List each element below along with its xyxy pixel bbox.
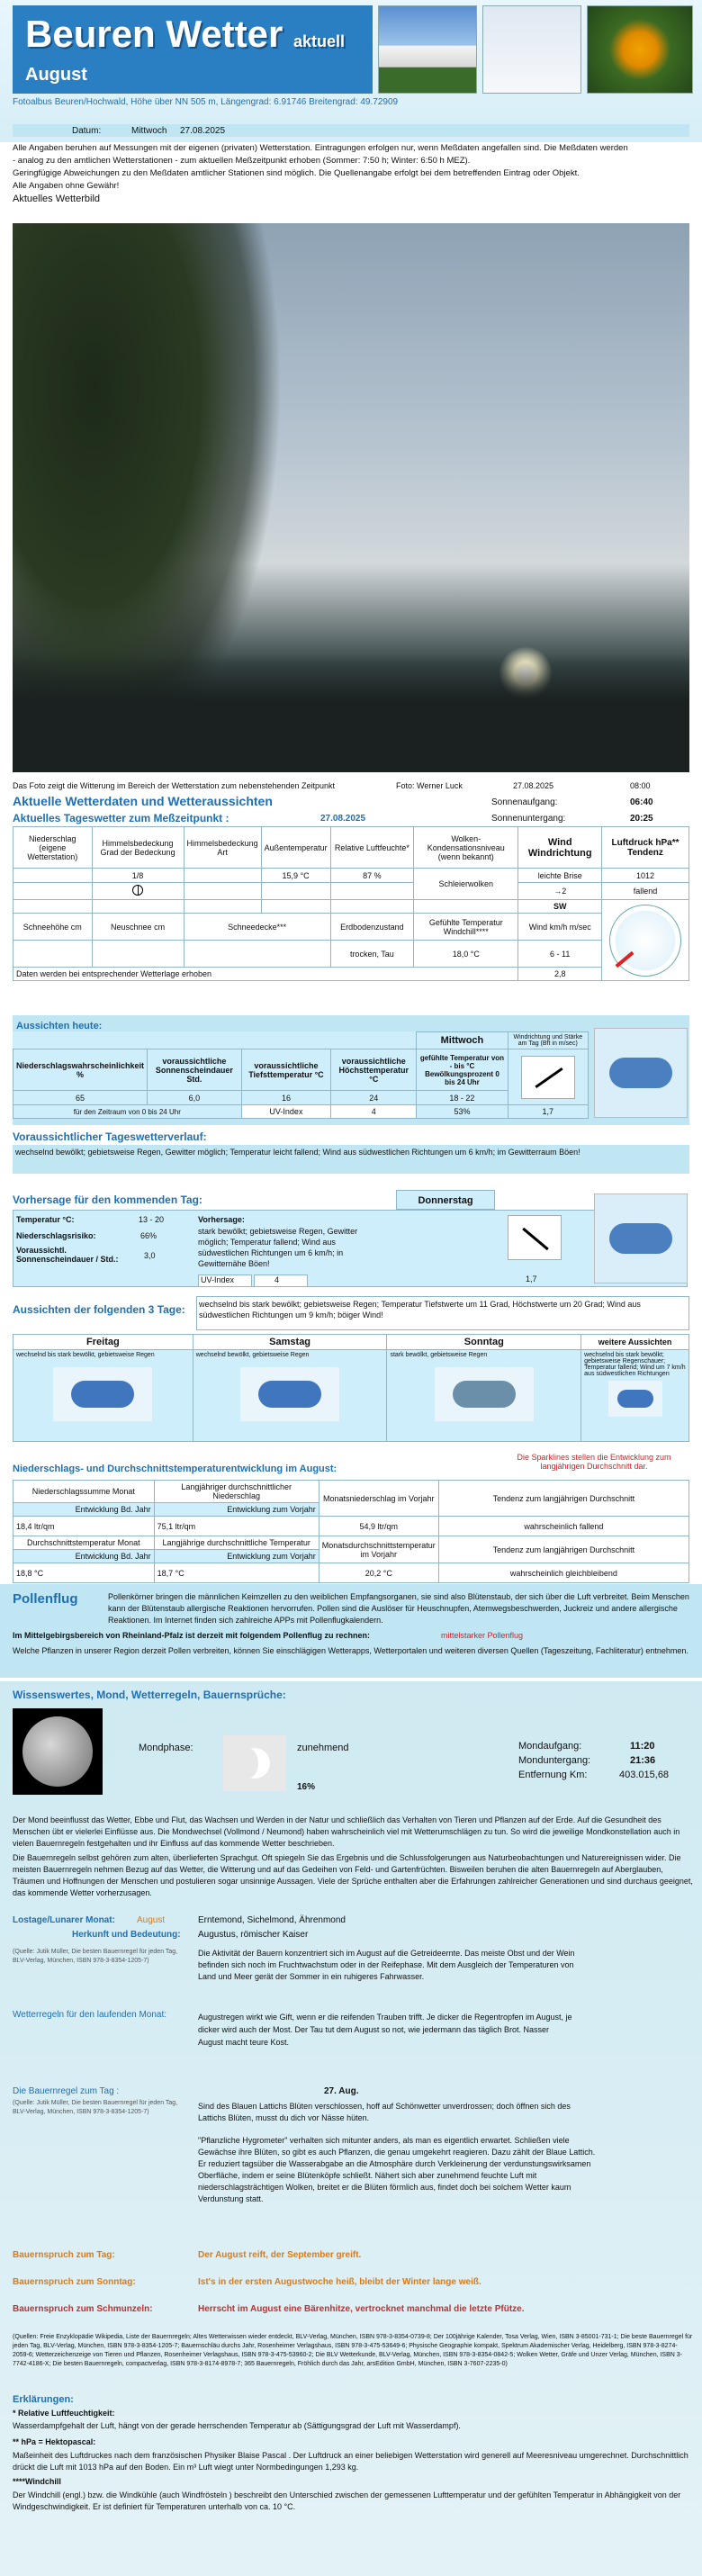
mh1: Niederschlagssumme Monat <box>14 1481 155 1503</box>
e1-title: * Relative Luftfeuchtigkeit: <box>13 2409 115 2418</box>
sunrise: 06:40 <box>630 797 653 807</box>
lost-label: Lostage/Lunarer Monat: <box>13 1915 115 1925</box>
trend-text: wechselnd bewölkt; gebietsweise Regen, Gewitter möglich; Temperatur leicht fallend; Wind aus südwestlichen Richtungen um 6 km/h; im Gewitterraum Böen! <box>13 1145 689 1174</box>
h-feels: Gefühlte Temperatur Windchill**** <box>414 914 518 941</box>
sunset: 20:25 <box>630 814 653 824</box>
cloud-pct: 53% <box>417 1105 508 1119</box>
photo-caption: Das Foto zeigt die Witterung im Bereich der Wetterstation zum nebenstehenden Zeitpunkt <box>13 781 336 790</box>
mv7: 20,2 °C <box>319 1563 438 1583</box>
mh2: Langjähriger durchschnittlicher Niederschlag <box>154 1481 319 1503</box>
rain: 65 <box>14 1091 148 1105</box>
cloud: Schleierwolken <box>414 869 518 900</box>
tomorrow-windval: 1,7 <box>526 1274 537 1283</box>
pollen-level: mittelstarker Pollenflug <box>441 1631 524 1640</box>
mh3: Monatsniederschlag im Vorjahr <box>319 1481 438 1517</box>
wind-dir: SW <box>518 900 602 914</box>
moon-percent: 16% <box>297 1782 316 1792</box>
period: für den Zeitraum von 0 bis 24 Uhr <box>14 1105 242 1119</box>
day4-cell <box>581 1350 689 1442</box>
three-heading: Aussichten der folgenden 3 Tage: <box>13 1303 185 1316</box>
moon-photo <box>13 1708 103 1795</box>
moon-set: 21:36 <box>630 1755 656 1766</box>
three-text: wechselnd bis stark bewölkt; gebietsweise Regen; Temperatur Tiefstwerte um 11 Grad, Höchstwerte um 20 Grad; Wind aus südwestlichen Richtungen um 9 km/h; böiger Wind! <box>196 1296 689 1330</box>
three-table <box>13 1334 689 1442</box>
d3: Sonntag <box>387 1335 581 1350</box>
e3-title: ****Windchill <box>13 2477 61 2486</box>
wind-sec: 2,8 <box>518 968 602 981</box>
t1: wechselnd bis stark bewölkt, gebietsweise Regen <box>16 1352 155 1358</box>
h-wind: Wind Windrichtung <box>518 827 602 869</box>
mh8: Tendenz zum langjährigen Durchschnitt <box>438 1536 688 1563</box>
e2: Maßeinheit des Luftdruckes nach dem französischen Physiker Blaise Pascal . Der Luftdruck an einer beliebigen Wetterstation wird generell auf Meeresniveau umgerechnet. Durchschnittlich drückt die Luft mit 1013 hPa auf den Boden. Ein m³ Luft wiegt unter Normbedingungen 1,293 kg. <box>13 2451 688 2472</box>
explain-heading: Erklärungen: <box>13 2394 74 2405</box>
e1: Wasserdampfgehalt der Luft, hängt von der gerade herrschenden Temperatur ab (Sättigungsgrad der Luft mit Wasserdampf). <box>13 2421 461 2430</box>
tomorrow-day: Donnerstag <box>396 1190 495 1210</box>
moon-rise: 11:20 <box>630 1741 655 1752</box>
h-precip: Niederschlag (eigene Wetterstation) <box>14 827 93 869</box>
tree-line <box>13 655 689 772</box>
day2-cell <box>193 1350 387 1442</box>
lost-month: August <box>137 1915 166 1925</box>
h-type: Himmelsbedeckung Art <box>184 827 261 869</box>
today-day: Mittwoch <box>417 1032 508 1049</box>
e3: Der Windchill (engl.) bzw. die Windkühle (auch Windfrösteln ) beschreibt den Unterschied zwischen der gemessenen Lufttemperatur und der gefühlten Temperatur in Abhängigkeit von der Windgeschwindigkeit. Er ist definiert für Temperaturen unterhalb von ca. 10 °C. <box>13 2490 681 2511</box>
mh5: Durchschnittstemperatur Monat <box>14 1536 155 1550</box>
s1: Der August reift, der September greift. <box>198 2250 362 2260</box>
compass <box>601 900 688 981</box>
mv6: 18,7 °C <box>154 1563 319 1583</box>
d1: Freitag <box>14 1335 194 1350</box>
intro-text <box>13 142 689 205</box>
current-date: 27.08.2025 <box>320 814 366 824</box>
weekday: Mittwoch <box>131 126 167 136</box>
intro-line-2: - analog zu den amtlichen Wetterstationen - zum aktuellen Meßzeitpunkt erhoben (Sommer: 7:50 h; Winter: 6:50 h MEZ). <box>13 156 471 166</box>
day2-weather-icon <box>240 1367 339 1421</box>
day-rule: Sind des Blauen Lattichs Blüten verschlossen, hoff auf Schönwetter unverdrossen; doch öffnen sich des Lattichs Blüten, musst du dich vor Nässe hüten. <box>198 2102 571 2122</box>
current-table <box>13 826 689 981</box>
cover: 1/8 <box>92 869 184 883</box>
d4: weitere Aussichten <box>581 1335 689 1350</box>
mv3: 54,9 ltr/qm <box>319 1517 438 1536</box>
tomorrow-temp-label: Temperatur °C: <box>16 1215 75 1224</box>
h-sun: voraussichtliche Sonnenscheindauer Std. <box>148 1049 242 1091</box>
date-bar <box>13 124 689 137</box>
mh4: Tendenz zum langjährigen Durchschnitt <box>438 1481 688 1517</box>
feel: 18 - 22 <box>417 1091 508 1105</box>
pollen-region: Im Mittelgebirgsbereich von Rheinland-Pfalz ist derzeit mit folgendem Pollenflug zu rechnen: <box>13 1631 371 1640</box>
tomorrow-rain: 66% <box>140 1231 158 1240</box>
origin-text: Augustus, römischer Kaiser <box>198 1930 309 1940</box>
month-table <box>13 1480 689 1583</box>
pollen-heading: Pollenflug <box>13 1591 78 1607</box>
hum: 87 % <box>330 869 413 883</box>
day3-weather-icon <box>435 1367 534 1421</box>
tomorrow-sun-label: Voraussichtl. Sonnenscheindauer / Std.: <box>16 1246 119 1264</box>
temp: 15,9 °C <box>261 869 330 883</box>
mh7: Monatsdurchschnittstemperatur im Vorjahr <box>319 1536 438 1563</box>
t4: wechselnd bis stark bewölkt; gebietsweise Regenschauer; Temperatur fallend; Wind um 7 km/h aus südwestlichen Richtungen <box>584 1352 686 1377</box>
cover-symbol <box>92 883 184 900</box>
e2-title: ** hPa = Hektopascal: <box>13 2437 96 2446</box>
header-photo-snow <box>482 5 581 94</box>
moon-heading: Wissenswertes, Mond, Wetterregeln, Bauernsprüche: <box>13 1689 286 1701</box>
tomorrow-sun: 3,0 <box>144 1251 156 1260</box>
title-suffix: aktuell <box>292 32 345 50</box>
mh2b: Entwicklung zum Vorjahr <box>154 1503 319 1517</box>
current-heading: Aktuelle Wetterdaten und Wetteraussichten <box>13 794 273 808</box>
h-temp: Außentemperatur <box>261 827 330 869</box>
day-rule-label: Die Bauernregel zum Tag : <box>13 2086 120 2096</box>
uv: 4 <box>331 1105 417 1119</box>
t2: wechselnd bewölkt, gebietsweise Regen <box>195 1352 310 1358</box>
dist-label: Entfernung Km: <box>518 1770 588 1780</box>
mv2: 75,1 ltr/qm <box>154 1517 319 1536</box>
day-rule-date: 27. Aug. <box>324 2086 359 2096</box>
day1-weather-icon <box>53 1367 152 1421</box>
tomorrow-heading: Vorhersage für den kommenden Tag: <box>13 1193 202 1206</box>
date: 27.08.2025 <box>180 126 226 136</box>
mv5: 18,8 °C <box>14 1563 155 1583</box>
h-cloud: Wolken-Kondensationsniveau (wenn bekannt) <box>414 827 518 869</box>
sunset-label: Sonnenuntergang: <box>491 814 566 824</box>
h-hum: Relative Luftfeuchte* <box>330 827 413 869</box>
pollen-text: Pollenkörner bringen die männlichen Keimzellen zu den weiblichen Empfangsorganen, sie sind also Blütenstaub, der sich über die Luft verbreitet. Beim Menschen kann der Blütenstaub allergische Reaktionen hervorrufen. Pollen sind die Auslöser für Heuschnupfen, Atemwegsbeschwerden, Juckreiz und andere allergische Reaktionen. Im Internet finden sich zahlreiche APPs mit Pollenflugkalendern. <box>108 1592 689 1625</box>
photo-credit: Foto: Werner Luck <box>396 781 463 790</box>
header-photo-house <box>378 5 477 94</box>
rules-label: Wetterregeln für den laufenden Monat: <box>13 2010 167 2020</box>
t3: stark bewölkt, gebietsweise Regen <box>390 1352 488 1358</box>
today-table <box>13 1031 589 1119</box>
s3-label: Bauernspruch zum Schmunzeln: <box>13 2304 153 2314</box>
mv4: wahrscheinlich fallend <box>438 1517 688 1536</box>
location-line: Fotoalbus Beuren/Hochwald, Höhe über NN 505 m, Längengrad: 6.91746 Breitengrad: 49.72909 <box>13 97 399 107</box>
feels: 18,0 °C <box>414 941 518 968</box>
tomorrow-temp: 13 - 20 <box>139 1215 165 1224</box>
title-text: Beuren Wetter <box>25 13 284 55</box>
tomorrow-forecast-label: Vorhersage: <box>198 1215 245 1224</box>
today-heading: Aussichten heute: <box>16 1021 103 1031</box>
day1-cell <box>14 1350 194 1442</box>
today-weather-icon <box>594 1028 688 1118</box>
tomorrow-uv-label: UV-Index <box>198 1274 252 1287</box>
photo-time: 08:00 <box>630 781 651 790</box>
tomorrow-uv: 4 <box>254 1274 308 1287</box>
s1-label: Bauernspruch zum Tag: <box>13 2250 115 2260</box>
h-cover: Himmelsbedeckung Grad der Bedeckung <box>92 827 184 869</box>
intro-line-3: Geringfügige Abweichungen zu den Meßdaten amtlicher Stationen sind möglich. Die Quellenangabe erfolgt bei dem betreffenden Eintrag oder Objekt. <box>13 168 580 178</box>
rise-label: Mondaufgang: <box>518 1741 582 1752</box>
date-label: Datum: <box>72 126 102 136</box>
page-title <box>25 13 345 56</box>
h-min: voraussichtliche Tiefsttemperatur °C <box>241 1049 331 1091</box>
min: 16 <box>241 1091 331 1105</box>
h-windspeed: Wind km/h m/sec <box>518 914 602 941</box>
header-photo-flower <box>587 5 693 94</box>
set-label: Monduntergang: <box>518 1755 591 1766</box>
windspeed: 6 - 11 <box>518 941 602 968</box>
h-snowcover: Schneedecke*** <box>184 914 330 941</box>
day4-weather-icon <box>608 1381 662 1417</box>
tomorrow-forecast: stark bewölkt; gebietsweise Regen, Gewitter möglich; Temperatur fallend; Wind aus südwestlichen Richtungen um 6 km/h; in Gewitternähe Böen! <box>198 1227 358 1268</box>
moon-p1: Der Mond beeinflusst das Wetter, Ebbe und Flut, das Wachsen und Werden in der Natur und schließlich das Verhalten von Tieren und Pflanzen auf der Erde. Auf die Gesundheit des Menschen übt er vielerlei Einflüsse aus. Die Mondwechsel (Vollmond / Neumond) haben wahrscheinlich viel mit Wetterumschlägen zu tun. So wird die jeweilige Mondkonstellation auch in vielen Bauernregeln festgehalten und ihr Einfluss auf das kommende Wetter beschrieben. <box>13 1815 680 1848</box>
mh1b: Entwicklung Bd. Jahr <box>14 1503 155 1517</box>
sunrise-label: Sonnenaufgang: <box>491 797 558 807</box>
weather-photo <box>13 223 689 772</box>
intro-line-4: Alle Angaben ohne Gewähr! <box>13 181 120 191</box>
photo-date: 27.08.2025 <box>513 781 554 790</box>
h-press: Luftdruck hPa** Tendenz <box>601 827 688 869</box>
month-heading: Niederschlags- und Durchschnittstemperaturentwicklung im August: <box>13 1464 338 1474</box>
today-wind-arrow <box>508 1049 588 1105</box>
h-feel: gefühlte Temperatur von - bis °C Bewölkungsprozent 0 bis 24 Uhr <box>417 1049 508 1091</box>
ground: trocken, Tau <box>330 941 413 968</box>
s2: Ist's in der ersten Augustwoche heiß, bleibt der Winter lange weiß. <box>198 2277 482 2287</box>
uv-label: UV-Index <box>241 1105 331 1119</box>
wind-trend: →2 <box>518 883 602 900</box>
moon-p2: Die Bauernregeln selbst gehören zum alten, überlieferten Sprachgut. Oft spiegeln Sie das Ergebnis und die Schlussfolgerungen aus Naturbeobachtungen und Naturereignissen wider. Die meisten Bauernregeln nehmen Bezug auf das Wetter, die Witterung und auf das Gedeihen von Feld- und Gartenfrüchten. Bisweilen beruhen die alten Bauernregeln auf Aberglauben, Träumen und Hoffnungen der Menschen und postulieren sogar unsinnige Aussagen. Viele der Sprüche enthalten aber die Erfahrungen zahlreicher Generationen und sind durchaus geeignet, das kommende Wetter vorherzusagen. <box>13 1853 693 1897</box>
intro-line-1: Alle Angaben beruhen auf Messungen mit der eigenen (privaten) Wetterstation. Eintragungen erfolgen nur, wenn Meßdaten angefallen sind. Die Meßdaten werden <box>13 143 628 153</box>
moon-dist: 403.015,68 <box>619 1770 670 1780</box>
sparkline-note: Die Sparklines stellen die Entwicklung zum langjährigen Durchschnitt dar. <box>517 1453 671 1471</box>
today-windcol: Windrichtung und Stärke am Tag (Bft in m/sec) <box>508 1032 588 1049</box>
day-source: (Quelle: Jutik Müller, Die besten Bauernregel für jeden Tag, BLV-Verlag, München, ISBN 978-3-8354-1205-7) <box>13 2100 178 2115</box>
press: 1012 <box>601 869 688 883</box>
moon-phase-icon <box>223 1735 286 1791</box>
current-sub: Aktuelles Tageswetter zum Meßzeitpunkt : <box>13 812 230 824</box>
day3-cell <box>387 1350 581 1442</box>
d2: Samstag <box>193 1335 387 1350</box>
h-snow: Schneehöhe cm <box>14 914 93 941</box>
h-rain: Niederschlagswahrscheinlichkeit % <box>14 1049 148 1091</box>
s2-label: Bauernspruch zum Sonntag: <box>13 2277 136 2287</box>
compass-icon <box>609 905 681 977</box>
mh6: Langjährige durchschnittliche Temperatur <box>154 1536 319 1550</box>
s3: Herrscht im August eine Bärenhitze, vertrocknet manchmal die letzte Pfütze. <box>198 2304 525 2314</box>
pollen-text2: Welche Pflanzen in unserer Region derzeit Pollen verbreiten, können Sie einschlägigen Wetterapps, Wetterportalen und weiteren diversen Quellen (Tageszeitung, Fachliteratur) entnehmen. <box>13 1646 688 1655</box>
mh1b-2: Entwicklung Bd. Jahr <box>14 1550 155 1563</box>
tomorrow-weather-icon <box>594 1193 688 1283</box>
tomorrow-wind-arrow <box>508 1215 562 1260</box>
tomorrow-rain-label: Niederschlagsrisiko: <box>16 1231 96 1240</box>
photo-title: Aktuelles Wetterbild <box>13 194 101 204</box>
data-note: Daten werden bei entsprechender Wetterlage erhoben <box>14 968 518 981</box>
lost-text: Erntemond, Sichelmond, Ährenmond <box>198 1915 346 1925</box>
moon-phase: zunehmend <box>297 1743 349 1753</box>
wind: leichte Brise <box>518 869 602 883</box>
origin-long: Die Aktivität der Bauern konzentriert sich im August auf die Getreideernte. Das meiste Obst und der Wein befinden sich noch im Fruchtwachstum oder in der Reifephase. Mit dem Ausgleich der Temperaturen von Land und Meer gerät der Sommer in ein ruhigeres Fahrwasser. <box>198 1949 575 1981</box>
trend-heading: Voraussichtlicher Tageswetterverlauf: <box>13 1130 207 1143</box>
source-1: (Quelle: Jutik Müller, Die besten Bauernregel für jeden Tag, BLV-Verlag, München, ISBN 978-3-8354-1205-7) <box>13 1949 178 1964</box>
max: 24 <box>331 1091 417 1105</box>
phase-label: Mondphase: <box>139 1743 194 1753</box>
press-trend: fallend <box>601 883 688 900</box>
today-windval: 1,7 <box>508 1105 588 1119</box>
h-newsnow: Neuschnee cm <box>92 914 184 941</box>
sources: (Quellen: Freie Enzyklopädie Wikipedia, Liste der Bauernregeln; Altes Wetterwissen wieder entdeckt, BLV-Verlag, München, ISBN 978-3-8354-0739-8; Der 100jährige Kalender, Tosa Verlag, Wien, ISBN 3-85001-731-1; Die beste Bauernregel für jeden Tag, BLV-Verlag, München, ISBN 978-3-8354-1205-7; Bauernschläu durchs Jahr, Rosenheimer Verlagshaus, ISBN 978-3-475-53649-6; Physische Geographie kompakt, Spektrum Akademischer Verlag, Heidelberg, ISBN 978-3-8274-2059-6; Wetterzeichenzeige von Tieren und Pflanzen, Rosenheimer Verlagshaus, ISBN 978-3-475-53960-2; Die BLV Wetterkunde, BLV-Verlag, München, ISBN 978-3-8354-0842-5; Wolken Wetter, Gräfe und Unzer Verlag, München, ISBN 3-7742-4186-X; Die besten Bauernregeln, compactverlag, ISBN 978-3-8174-8978-7; 365 Bauernregeln, Fröhlich durch das Jahr, arsEdition GmbH, München, ISBN 3-7607-2235-0) <box>13 2334 693 2367</box>
h-ground: Erdbodenzustand <box>330 914 413 941</box>
h-max: voraussichtliche Höchsttemperatur °C <box>331 1049 417 1091</box>
hygro: "Pflanzliche Hygrometer" verhalten sich mitunter anders, als man es eigentlich erwartet. Schließen viele Gewächse ihre Blüten, so gibt es auch Pflanzen, die genau umgekehrt reagieren. Dazu zählt der Blaue Lattich. Er reduziert tagsüber die Wasserabgabe an die Atmosphäre durch Verkleinerung der verdunstungswirksamen Oberfläche, indem er seine Blütenköpfe schließt. Nähert sich aber zunehmend feuchte Luft mit niederschlagsträchtigen Wolken, breitet er die Blüten förmlich aus, findet doch bei solchem Wetter kaum Verdunstung statt. <box>198 2136 596 2203</box>
rules: Augustregen wirkt wie Gift, wenn er die reifenden Trauben trifft. Je dicker die Regentropfen im August, je dicker wird auch der Most. Der Tau tut dem August so not, wie jedermann das täglich Brot. Nasser August macht teure Kost. <box>198 2013 572 2047</box>
mv1: 18,4 ltr/qm <box>14 1517 155 1536</box>
mv8: wahrscheinlich gleichbleibend <box>438 1563 688 1583</box>
month-label: August <box>25 65 87 85</box>
mh2b-2: Entwicklung zum Vorjahr <box>154 1550 319 1563</box>
origin-label: Herkunft und Bedeutung: <box>72 1930 181 1940</box>
sun: 6,0 <box>148 1091 242 1105</box>
